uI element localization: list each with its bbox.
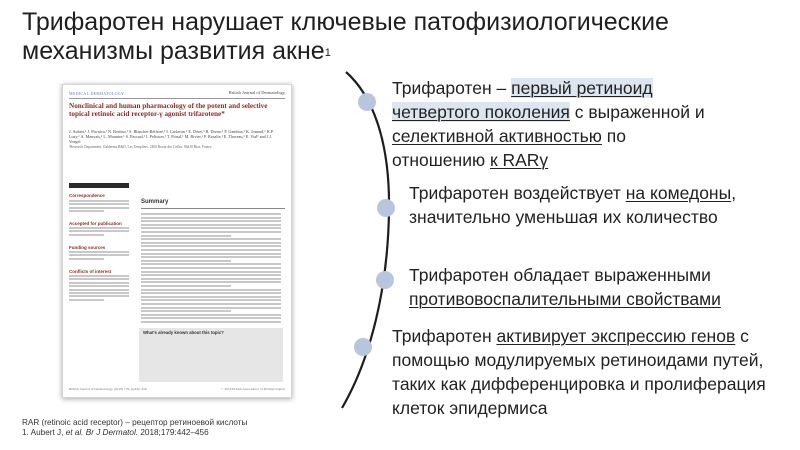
- paper-summary-line: [141, 231, 281, 233]
- paper-known-box: [139, 328, 283, 382]
- paper-sidebar-line: [69, 258, 104, 260]
- bullet-4-text-1: Трифаротен: [392, 326, 497, 346]
- timeline-dot-1: [358, 93, 376, 111]
- paper-summary-line: [141, 292, 281, 294]
- paper-sidebar-line: [69, 282, 129, 284]
- paper-sidebar-line: [69, 200, 129, 202]
- paper-summary-line: [141, 220, 281, 222]
- footnote-reference: [22, 428, 247, 438]
- paper-summary-line: [141, 260, 231, 262]
- paper-keywords-bar: [69, 183, 129, 188]
- paper-summary-heading: Summary: [141, 199, 169, 205]
- bullet-2-text-2: на комедоны: [625, 183, 732, 203]
- paper-summary-line: [141, 310, 231, 312]
- paper-summary-line: [141, 227, 281, 229]
- paper-sidebar-accepted: Accepted for publication: [69, 221, 122, 226]
- footnote-rar: RAR (retinoic acid receptor) – рецептор ретиноевой кислоты: [22, 418, 248, 427]
- footnote: [22, 418, 247, 438]
- paper-summary-line: [141, 271, 281, 273]
- timeline-dot-3: [376, 271, 394, 289]
- bullet-1-text-5: с выраженной и: [569, 102, 705, 122]
- bullet-1-text-4: четвертого поколения: [392, 102, 570, 122]
- paper-summary-line: [141, 299, 281, 301]
- bullet-3-text-2: противовоспалительными свойствами: [409, 289, 721, 309]
- bullet-1-text-2: первый ретиноид: [511, 78, 653, 98]
- bullet-1: [392, 76, 722, 172]
- footnote-ref-authors: 1. Aubert J,: [22, 428, 66, 437]
- bullet-3-text-1: Трифаротен обладает выраженными: [409, 265, 711, 285]
- timeline-dot-4: [354, 338, 372, 356]
- paper-summary-line: [141, 242, 281, 244]
- paper-footer-left: British Journal of Dermatology (2018) 179, pp442–456: [69, 387, 147, 391]
- paper-sidebar-line: [69, 227, 129, 229]
- paper-summary-line: [141, 267, 281, 269]
- title-footnote-ref: 1: [324, 47, 331, 59]
- slide-title-text: Трифаротен нарушает ключевые патофизиологические механизмы развития акне: [22, 8, 669, 65]
- paper-header-rule: [69, 98, 285, 99]
- timeline-dot-2: [377, 199, 395, 217]
- paper-journal-section: MEDICAL DERMATOLOGY: [69, 91, 125, 96]
- bullet-1-text-1: Трифаротен –: [392, 78, 512, 98]
- paper-sidebar-line: [69, 275, 129, 277]
- timeline-arc-line: [342, 72, 389, 408]
- footnote-ref-journal: et al. Br J Dermatol.: [65, 428, 139, 437]
- paper-summary-line: [141, 245, 281, 247]
- paper-sidebar-line: [69, 278, 129, 280]
- slide-title: [22, 8, 742, 66]
- paper-sidebar-funding: Funding sources: [69, 245, 106, 250]
- paper-sidebar-line: [69, 251, 129, 253]
- paper-summary-line: [141, 289, 281, 291]
- paper-sidebar-line: [69, 299, 104, 301]
- paper-sidebar-line: [69, 254, 129, 256]
- paper-sidebar-line: [69, 295, 129, 297]
- bullet-2-text-3: , значительно уменьшая их количество: [409, 183, 737, 227]
- paper-sidebar-line: [69, 210, 104, 212]
- paper-footer-right: © 2018 British Association of Dermatologists: [220, 387, 285, 391]
- paper-summary-line: [141, 285, 231, 287]
- paper-summary-line: [141, 296, 281, 298]
- paper-summary-line: [141, 307, 281, 309]
- paper-sidebar-line: [69, 203, 129, 205]
- paper-affiliations: ¹Research Department, Galderma R&D, Les Templiers, 2400 Route des Colles, 06410 Biot, France: [69, 145, 212, 149]
- paper-sidebar-line: [69, 292, 129, 294]
- paper-summary-line: [141, 249, 281, 251]
- bullet-1-text-6: селективной активностью: [392, 126, 602, 146]
- paper-summary-line: [141, 263, 281, 265]
- bullet-4: [392, 324, 782, 420]
- paper-title: Nonclinical and human pharmacology of the potent and selective topical retinoic acid receptor-γ agonist trifarotene*: [69, 102, 268, 119]
- paper-journal-name: British Journal of Dermatology: [228, 90, 285, 95]
- paper-summary-rule: [141, 208, 285, 209]
- paper-summary-line: [141, 278, 281, 280]
- paper-summary-line: [141, 274, 281, 276]
- bullet-4-text-2: активирует экспрессию генов: [496, 326, 736, 346]
- paper-sidebar-line: [69, 207, 129, 209]
- footnote-ref-volume: 2018;179:442–456: [138, 428, 209, 437]
- paper-sidebar-line: [69, 230, 129, 232]
- paper-sidebar-line: [69, 234, 104, 236]
- paper-known-box-title: What's already known about this topic?: [143, 330, 224, 335]
- paper-summary-line: [141, 213, 281, 215]
- bullet-2: [409, 181, 769, 229]
- bullet-1-text-8: к RARγ: [489, 150, 549, 170]
- bullet-1-text-7: по отношению: [392, 126, 626, 170]
- paper-summary-line: [141, 314, 281, 316]
- paper-sidebar-line: [69, 285, 129, 287]
- paper-summary-line: [141, 238, 281, 240]
- paper-summary-line: [141, 224, 281, 226]
- paper-summary-line: [141, 256, 281, 258]
- bullet-4-text-3: с помощью модулируемых ретиноидами путей, таких как дифференцировка и пролиферация клеток эпидермиса: [392, 326, 766, 418]
- paper-summary-line: [141, 281, 281, 283]
- paper-sidebar-conflicts: Conflicts of interest: [69, 269, 112, 274]
- paper-authors: J. Aubert,¹ J. Piwnica,¹ N. Bertino,¹ S. Blanchet-Réthoré,¹ I. Carlavan,¹ E. Déret,¹ B. Dreno,¹ F. Gamboa,¹ K. Jomard,¹ K.P. Luzy,¹ A. Mauvais,¹ L. Mounier,¹ S. Pascual,¹ I. Pelisson,¹ T. Portal,¹ M. Rivier,¹ P. Rosalie,¹ E. Thoreau,¹ E. Vial¹ and J.J. Voegel: [69, 129, 274, 145]
- paper-sidebar-line: [69, 289, 129, 291]
- paper-summary-line: [141, 321, 281, 323]
- paper-sidebar-correspondence: Correspondence: [69, 193, 105, 198]
- paper-thumbnail: [62, 84, 292, 398]
- paper-summary-line: [141, 217, 281, 219]
- bullet-2-text-1: Трифаротен воздействует: [409, 183, 626, 203]
- paper-summary-line: [141, 317, 281, 319]
- bullet-3: [409, 263, 779, 311]
- paper-summary-line: [141, 235, 231, 237]
- paper-summary-line: [141, 253, 281, 255]
- paper-summary-line: [141, 303, 281, 305]
